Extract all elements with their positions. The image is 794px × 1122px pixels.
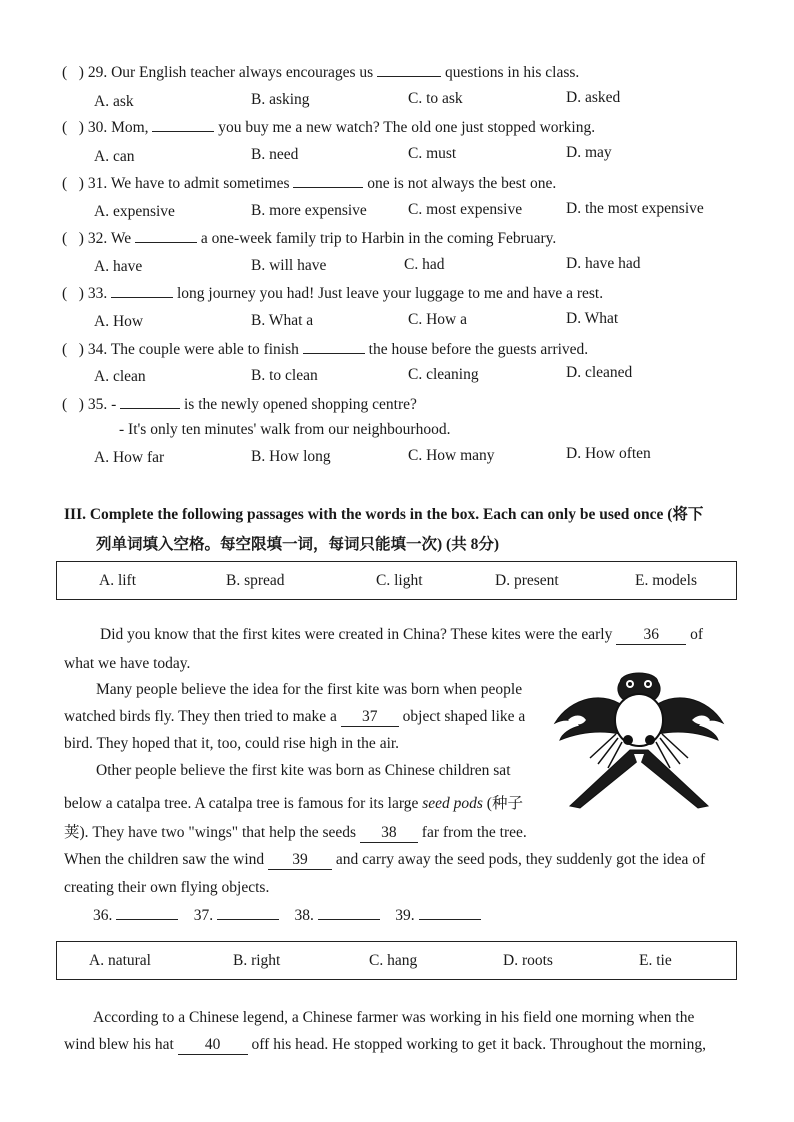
passage-line (64, 708, 525, 727)
option-c[interactable]: C. most expensive (408, 201, 523, 218)
option-a[interactable]: A. can (94, 148, 135, 165)
blank-36[interactable]: 36 (616, 626, 686, 645)
passage-text: object shaped like a (402, 708, 526, 725)
passage-text: When the children saw the wind (64, 851, 265, 868)
passage-line: According to a Chinese legend, a Chinese farmer was working in his field one morning when the (93, 1009, 695, 1026)
word-option: B. spread (226, 571, 285, 589)
passage-line: bird. They hoped that it, too, could rise high in the air. (64, 735, 400, 752)
word-option: B. right (233, 951, 281, 969)
answer-row (93, 906, 481, 925)
blank-39[interactable]: 39 (268, 851, 332, 870)
blank-40[interactable]: 40 (178, 1036, 248, 1055)
question-text-before: The couple were able to finish (110, 341, 299, 358)
option-a[interactable]: A. expensive (94, 203, 175, 220)
passage-text: 荚). (64, 824, 89, 841)
question-number: 34 (87, 341, 104, 358)
answer-bracket[interactable]: ( ) (62, 341, 84, 358)
question-number: 35 (87, 396, 104, 413)
answer-bracket[interactable]: ( ) (62, 396, 84, 413)
answer-blank-36[interactable] (116, 906, 178, 920)
word-option: E. models (635, 571, 697, 589)
question-35: ( ) 35. - is the newly opened shopping centre? (62, 396, 417, 413)
option-c[interactable]: C. must (408, 145, 457, 162)
passage-line: what we have today. (64, 655, 191, 672)
question-text-before: - (111, 396, 117, 413)
passage-text: wind blew his hat (64, 1036, 174, 1053)
option-d[interactable]: D. What (566, 310, 619, 327)
word-option: A. natural (89, 951, 151, 969)
option-b[interactable]: B. to clean (251, 367, 318, 384)
option-d[interactable]: D. may (566, 144, 612, 161)
passage-text: (种子 (486, 795, 523, 812)
passage-text: Did you know that the first kites were created in China? These kites were the early (100, 626, 613, 643)
passage-line (64, 1036, 706, 1055)
option-a[interactable]: A. ask (94, 93, 134, 110)
answer-blank[interactable] (135, 229, 197, 243)
question-number: 33 (87, 285, 104, 302)
question-31: ( ) 31. We have to admit sometimes one is not always the best one. (62, 175, 557, 192)
option-c[interactable]: C. cleaning (408, 366, 479, 383)
blank-37[interactable]: 37 (341, 708, 399, 727)
passage-line (64, 791, 523, 813)
question-29: ( ) 29. Our English teacher always encourages us questions in his class. (62, 64, 580, 81)
question-number: 32 (87, 230, 104, 247)
passage-line: Other people believe the first kite was born as Chinese children sat (96, 762, 511, 779)
option-b[interactable]: B. What a (251, 312, 314, 329)
word-box-2 (56, 941, 737, 980)
word-box-1 (56, 561, 737, 600)
option-c[interactable]: C. How a (408, 311, 467, 328)
passage-line (100, 626, 703, 645)
option-b[interactable]: B. more expensive (251, 202, 367, 219)
passage-line (64, 820, 527, 843)
question-30: ( ) 30. Mom, you buy me a new watch? The old one just stopped working. (62, 119, 596, 136)
passage-italic: seed pods (422, 795, 483, 812)
answer-blank-39[interactable] (419, 906, 481, 920)
option-a[interactable]: A. How far (94, 449, 165, 466)
answer-label: 38. (294, 907, 314, 924)
answer-bracket[interactable]: ( ) (62, 230, 84, 247)
question-number: 29 (87, 64, 104, 81)
question-text-after: you buy me a new watch? The old one just stopped working. (218, 119, 596, 136)
option-d[interactable]: D. have had (566, 255, 641, 272)
word-option: D. roots (503, 951, 553, 969)
answer-bracket[interactable]: ( ) (62, 119, 84, 136)
option-c[interactable]: C. had (404, 256, 445, 273)
passage-text: watched birds fly. They then tried to make a (64, 708, 337, 725)
option-b[interactable]: B. How long (251, 448, 331, 465)
answer-bracket[interactable]: ( ) (62, 175, 84, 192)
answer-label: 36. (93, 907, 113, 924)
option-d[interactable]: D. asked (566, 89, 621, 106)
option-c[interactable]: C. How many (408, 447, 495, 464)
answer-bracket[interactable]: ( ) (62, 285, 84, 302)
question-text-before: We (110, 230, 132, 247)
answer-blank[interactable] (120, 395, 180, 409)
passage-text: off his head. He stopped working to get it back. Throughout the morning, (251, 1036, 706, 1053)
option-d[interactable]: D. the most expensive (566, 200, 704, 217)
question-text-after: the house before the guests arrived. (368, 341, 589, 358)
option-a[interactable]: A. have (94, 258, 143, 275)
option-a[interactable]: A. clean (94, 368, 146, 385)
question-text-before: We have to admit sometimes (110, 175, 290, 192)
question-text-after: questions in his class. (444, 64, 580, 81)
passage-text: below a catalpa tree. A catalpa tree is famous for its large (64, 795, 419, 812)
answer-bracket[interactable]: ( ) (62, 64, 84, 81)
question-34: ( ) 34. The couple were able to finish the house before the guests arrived. (62, 341, 589, 358)
answer-label: 37. (193, 907, 214, 924)
word-option: D. present (495, 571, 559, 589)
section-title: III. Complete the following passages with the words in the box. Each can only be used once (将下 (64, 506, 704, 523)
option-b[interactable]: B. need (251, 146, 299, 163)
answer-blank-37[interactable] (217, 906, 279, 920)
question-33: ( ) 33. long journey you had! Just leave your luggage to me and have a rest. (62, 285, 604, 302)
question-text-after: long journey you had! Just leave your luggage to me and have a rest. (176, 285, 604, 302)
answer-blank[interactable] (152, 118, 214, 132)
option-d[interactable]: D. How often (566, 445, 651, 462)
passage-line: creating their own flying objects. (64, 879, 270, 896)
word-option: E. tie (639, 951, 672, 969)
question-text-before: Our English teacher always encourages us (111, 64, 374, 81)
option-b[interactable]: B. asking (251, 91, 310, 108)
word-option: A. lift (99, 571, 137, 589)
answer-blank[interactable] (303, 340, 365, 354)
question-text-before: Mom, (111, 119, 149, 136)
word-option: C. light (376, 571, 423, 589)
answer-blank[interactable] (377, 63, 441, 77)
passage-text: far from the tree. (421, 824, 527, 841)
blank-38[interactable]: 38 (360, 824, 418, 843)
question-number: 31 (87, 175, 104, 192)
option-b[interactable]: B. will have (251, 257, 327, 274)
passage-text: and carry away the seed pods, they suddenly got the idea of (335, 851, 706, 868)
answer-blank[interactable] (111, 284, 173, 298)
answer-blank-38[interactable] (318, 906, 380, 920)
word-option: C. hang (369, 951, 418, 969)
option-a[interactable]: A. How (94, 313, 144, 330)
section-title-cont: 列单词填入空格。每空限填一词，每词只能填一次) (共 8分) (96, 536, 499, 553)
answer-blank[interactable] (293, 174, 363, 188)
question-text-after: is the newly opened shopping centre? (184, 396, 417, 413)
passage-line: Many people believe the idea for the first kite was born when people (96, 681, 523, 698)
passage-text: of (690, 626, 704, 643)
question-text-after: a one-week family trip to Harbin in the coming February. (200, 230, 557, 247)
answer-label: 39. (395, 907, 415, 924)
passage-text: They have two "wings" that help the seeds (92, 824, 357, 841)
question-text-after: one is not always the best one. (367, 175, 557, 192)
option-d[interactable]: D. cleaned (566, 364, 633, 381)
swallow-kite-illustration (550, 668, 728, 810)
dialog-reply: - It's only ten minutes' walk from our neighbourhood. (119, 421, 451, 438)
passage-line (64, 851, 705, 870)
question-32: ( ) 32. We a one-week family trip to Harbin in the coming February. (62, 230, 557, 247)
question-number: 30 (87, 119, 104, 136)
option-c[interactable]: C. to ask (408, 90, 463, 107)
